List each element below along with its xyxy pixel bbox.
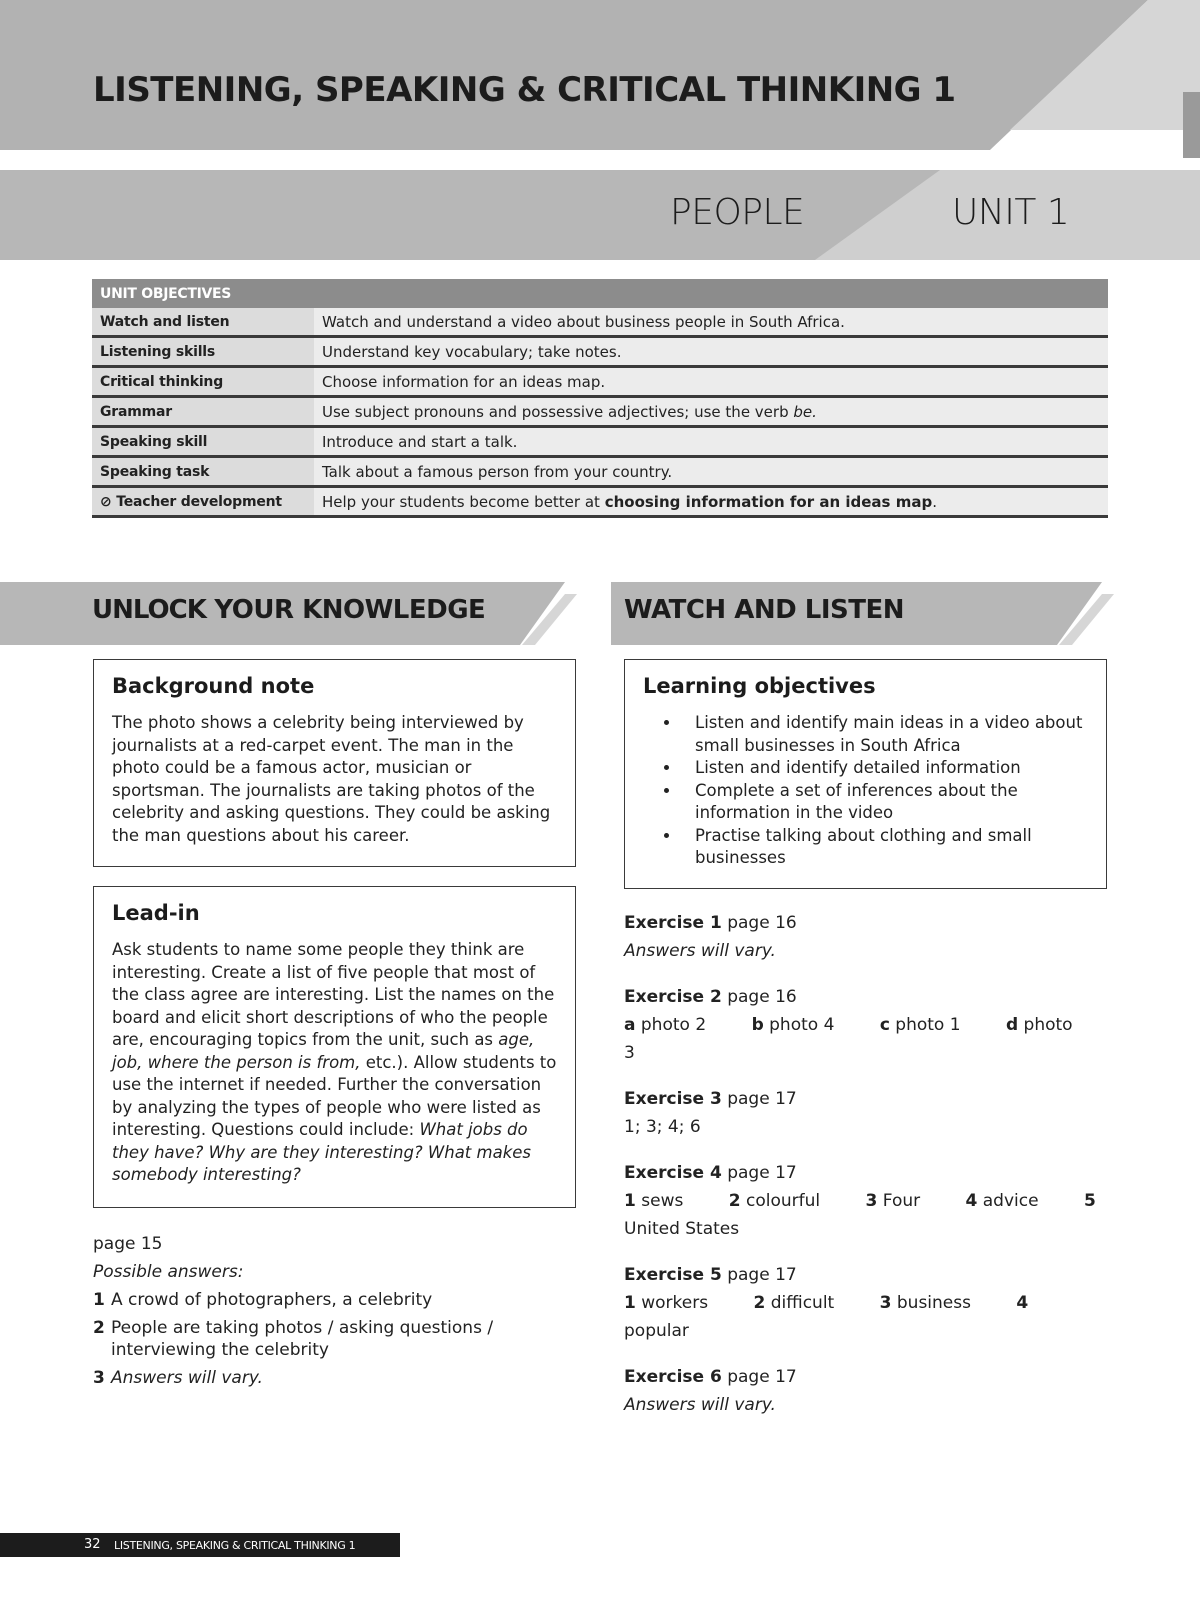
answer-letter: b — [751, 1015, 764, 1035]
list-item: • Practise talking about clothing and small businesses — [681, 825, 1088, 870]
unlock-answers — [93, 1230, 573, 1392]
answer-number: 4 — [965, 1191, 978, 1211]
unit-number: UNIT 1 — [952, 192, 1070, 233]
answer-number: 3 — [93, 1368, 105, 1388]
objective-italic: be. — [793, 402, 817, 421]
lead-in-text-italic: age, job, where the person is from, — [112, 1030, 535, 1072]
answer-number: 1 — [624, 1191, 636, 1211]
answer-text: popular — [624, 1321, 689, 1341]
objective-key: Listening skills — [92, 337, 314, 367]
answer-text: colourful — [745, 1191, 821, 1211]
list-item: • Listen and identify main ideas in a video about small businesses in South Africa — [681, 712, 1088, 757]
answer-text: photo 2 — [640, 1015, 707, 1035]
exercise-page: page 17 — [727, 1367, 797, 1387]
unlock-title-rest: YOUR KNOWLEDGE — [214, 595, 486, 625]
objective-key: Watch and listen — [92, 308, 314, 337]
table-row — [92, 397, 1108, 427]
footer-page-number: 32 — [84, 1537, 101, 1552]
answer-number: 2 — [728, 1191, 741, 1211]
answer-letter: d — [1005, 1015, 1019, 1035]
answer-text: United States — [624, 1219, 740, 1239]
objective-value: Talk about a famous person from your country. — [314, 457, 1108, 487]
possible-answers-label: Possible answers: — [93, 1262, 244, 1282]
table-row — [92, 427, 1108, 457]
table-row — [92, 457, 1108, 487]
exercise-label: Exercise 2 — [624, 987, 722, 1007]
exercise-answer-row — [624, 1289, 1124, 1345]
lead-in-questions: What jobs do they have? Why are they interesting? What makes somebody interesting? — [112, 1120, 532, 1184]
learning-objectives-heading: Learning objectives — [643, 674, 876, 698]
answer-number: 3 — [865, 1191, 878, 1211]
answer-text: People are taking photos / asking questions / interviewing the celebrity — [111, 1318, 494, 1360]
objective-key: Grammar — [92, 397, 314, 427]
objective-text: Use subject pronouns and possessive adjectives; use the verb — [322, 402, 789, 421]
exercise-2 — [624, 983, 1124, 1067]
exercise-6 — [624, 1363, 1124, 1419]
table-row — [92, 367, 1108, 397]
exercise-answers — [624, 909, 1124, 1419]
unlock-section-title — [92, 595, 485, 625]
watch-section-title: WATCH AND LISTEN — [624, 595, 904, 625]
answer-text: sews — [641, 1191, 684, 1211]
objective-key: Speaking skill — [92, 427, 314, 457]
answer-text: business — [896, 1293, 971, 1313]
exercise-page: page 17 — [727, 1089, 797, 1109]
objective-key — [92, 487, 314, 517]
background-note-box — [93, 659, 576, 867]
exercise-label: Exercise 5 — [624, 1265, 722, 1285]
list-item — [93, 1286, 573, 1314]
answer-letter: c — [879, 1015, 890, 1035]
answer-text: Four — [882, 1191, 921, 1211]
objective-text: Help your students become better at — [322, 492, 600, 511]
answer-number: 3 — [879, 1293, 892, 1313]
objective-key-text: Teacher development — [116, 493, 282, 510]
answer-text: Answers will vary. — [111, 1368, 263, 1388]
objective-value — [314, 487, 1108, 517]
exercise-page: page 17 — [727, 1163, 797, 1183]
answer-text: photo 4 — [769, 1015, 835, 1035]
answer-text: photo 1 — [895, 1015, 961, 1035]
table-row — [92, 337, 1108, 367]
list-item: • Complete a set of inferences about the information in the video — [681, 780, 1088, 825]
answer-text: photo 3 — [624, 1015, 1073, 1063]
objective-end: . — [932, 492, 937, 511]
exercise-label: Exercise 4 — [624, 1163, 722, 1183]
objective-value — [314, 397, 1108, 427]
page-title: LISTENING, SPEAKING & CRITICAL THINKING 1 — [93, 70, 956, 110]
lead-in-text — [112, 939, 557, 1187]
exercise-page: page 16 — [727, 987, 797, 1007]
teacher-development-icon: ⊘ — [100, 493, 112, 510]
learning-objectives-box — [624, 659, 1107, 889]
exercise-4 — [624, 1159, 1124, 1243]
exercise-5 — [624, 1261, 1124, 1345]
footer-bar — [0, 1533, 400, 1557]
answer-number: 1 — [93, 1290, 105, 1310]
background-note-text: The photo shows a celebrity being interviewed by journalists at a red-carpet event. The man in the photo could be a famous actor, musician or sportsman. The journalists are taking photos of the celebrity and asking questions. They could be asking the man questions about his career. — [112, 713, 551, 845]
page-reference: page 15 — [93, 1234, 163, 1254]
answer-text: advice — [982, 1191, 1039, 1211]
table-row — [92, 308, 1108, 337]
learning-objectives-list — [643, 712, 1088, 870]
table-row — [92, 487, 1108, 517]
unit-name: PEOPLE — [670, 192, 805, 233]
answer-number: 2 — [93, 1318, 105, 1338]
exercise-answer: Answers will vary. — [624, 941, 776, 961]
exercise-answer: Answers will vary. — [624, 1395, 776, 1415]
unlock-brand: UNLOCK — [92, 595, 206, 625]
list-item — [93, 1317, 573, 1361]
background-note-heading: Background note — [112, 674, 315, 698]
edge-tab — [1183, 92, 1200, 158]
exercise-page: page 16 — [727, 913, 797, 933]
unit-objectives-table — [92, 279, 1108, 518]
lead-in-box — [93, 886, 576, 1208]
answer-text: workers — [641, 1293, 709, 1313]
exercise-page: page 17 — [727, 1265, 797, 1285]
objective-value: Understand key vocabulary; take notes. — [314, 337, 1108, 367]
answer-number: 4 — [1016, 1293, 1029, 1313]
lead-in-text-2: etc.). Allow students to use the internet if needed. Further the conversation by analyzing the types of people who were listed as interesting. Questions could include: — [112, 1052, 557, 1139]
answer-text: A crowd of photographers, a celebrity — [111, 1290, 433, 1310]
exercise-answer: 1; 3; 4; 6 — [624, 1117, 701, 1137]
objective-key: Critical thinking — [92, 367, 314, 397]
exercise-3 — [624, 1085, 1124, 1141]
objective-key: Speaking task — [92, 457, 314, 487]
exercise-1 — [624, 909, 1124, 965]
objective-value: Choose information for an ideas map. — [314, 367, 1108, 397]
exercise-label: Exercise 6 — [624, 1367, 722, 1387]
exercise-label: Exercise 3 — [624, 1089, 722, 1109]
exercise-label: Exercise 1 — [624, 913, 722, 933]
objective-value: Introduce and start a talk. — [314, 427, 1108, 457]
lead-in-text-1: Ask students to name some people they think are interesting. Create a list of five people that most of the class agree are interesting. List the names on the board and elicit short descriptions of who the people are, encouraging topics from the unit, such as — [112, 940, 555, 1049]
exercise-answer-row — [624, 1011, 1124, 1067]
answer-number: 5 — [1083, 1191, 1096, 1211]
answer-text: difficult — [770, 1293, 835, 1313]
list-item — [93, 1364, 573, 1392]
exercise-answer-row — [624, 1187, 1124, 1243]
lead-in-heading: Lead-in — [112, 901, 200, 925]
footer-text: LISTENING, SPEAKING & CRITICAL THINKING 1 — [114, 1539, 356, 1552]
list-item: • Listen and identify detailed information — [681, 757, 1088, 780]
objective-value: Watch and understand a video about business people in South Africa. — [314, 308, 1108, 337]
unit-objectives-heading: UNIT OBJECTIVES — [92, 279, 1108, 308]
answer-number: 2 — [753, 1293, 766, 1313]
objective-bold: choosing information for an ideas map — [604, 492, 933, 511]
answer-number: 1 — [624, 1293, 636, 1313]
answer-letter: a — [624, 1015, 636, 1035]
